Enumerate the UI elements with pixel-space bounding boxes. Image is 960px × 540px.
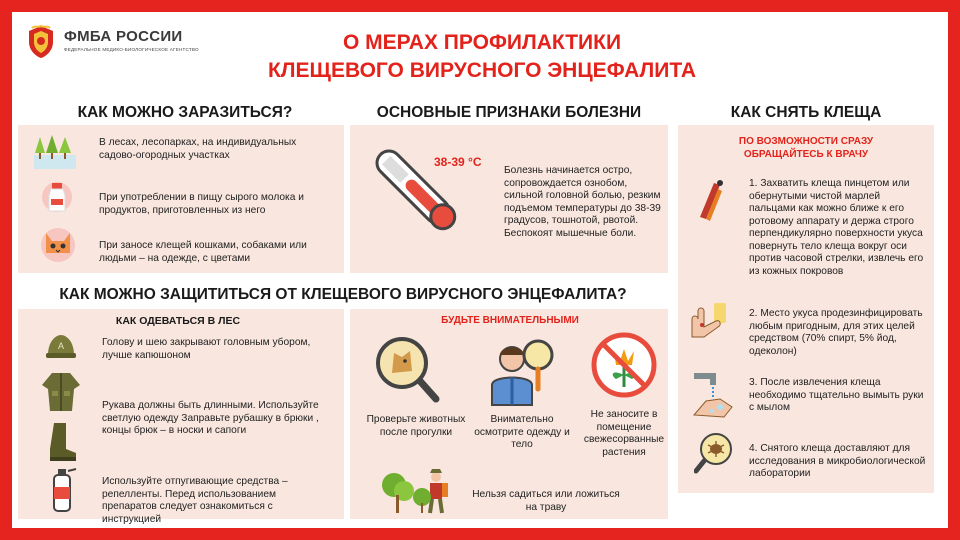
- forest-icon: [34, 133, 76, 169]
- remove-step-4: 4. Снятого клеща доставляют для исследования в микробиологической лаборатории: [749, 443, 926, 479]
- page-title-line2: КЛЕЩЕВОГО ВИРУСНОГО ЭНЦЕФАЛИТА: [267, 59, 697, 82]
- attention-item-4: Нельзя садиться или ложиться на траву: [472, 489, 620, 513]
- tick-magnifier-icon: [694, 431, 734, 477]
- repellent-icon: [46, 467, 78, 513]
- thermometer-icon: [368, 137, 468, 247]
- tweezers-icon: [692, 177, 728, 221]
- logo-subtitle: ФЕДЕРАЛЬНОЕ МЕДИКО-БИОЛОГИЧЕСКОЕ АГЕНТСТВО: [64, 47, 199, 52]
- page-title-line1: О МЕРАХ ПРОФИЛАКТИКИ: [342, 31, 622, 54]
- temperature-label: 38-39 °C: [434, 155, 482, 169]
- handwash-icon: [690, 371, 736, 419]
- emblem-icon: [26, 24, 56, 60]
- cap-icon: [44, 331, 78, 361]
- poster: [12, 12, 948, 528]
- remove-panel: [678, 125, 934, 493]
- dress-panel: [18, 309, 344, 525]
- symptoms-panel: [350, 125, 668, 273]
- dress-item-4: Используйте отпугивающие средства – репелленты. Перед использованием препаратов следует ознакомиться с инструкцией: [102, 476, 288, 525]
- attention-item-3: Не заносите в помещение свежесорванные растения: [583, 409, 665, 458]
- infect-heading: КАК МОЖНО ЗАРАЗИТЬСЯ?: [77, 104, 293, 121]
- dress-item-2: Рукава должны быть длинными. Используйте светлую одежду Заправьте рубашку в брюки , концы брюк – в носки и сапоги: [102, 400, 319, 436]
- infect-panel: [18, 125, 344, 273]
- dog-magnifier-icon: [372, 333, 442, 405]
- attention-item-2: Внимательно осмотрите одежду и тело: [474, 414, 570, 450]
- svg-text:A: A: [57, 341, 65, 351]
- no-flowers-icon: [590, 331, 658, 399]
- remove-step-2: 2. Место укуса продезинфицировать любым пригодным, для этих целей средством (70% спирт, 5% йод, одеколон): [749, 308, 923, 357]
- attention-item-1: Проверьте животных после прогулки: [366, 414, 466, 438]
- protect-heading: КАК МОЖНО ЗАЩИТИТЬСЯ ОТ КЛЕЩЕВОГО ВИРУСНОГО ЭНЦЕФАЛИТА?: [59, 286, 627, 303]
- dress-heading: КАК ОДЕВАТЬСЯ В ЛЕС: [115, 315, 241, 327]
- symptoms-heading: ОСНОВНЫЕ ПРИЗНАКИ БОЛЕЗНИ: [376, 104, 642, 121]
- boot-icon: [46, 421, 78, 463]
- cat-icon: [38, 223, 78, 265]
- infect-item-1: В лесах, лесопарках, на индивидуальных садово-огородных участках: [99, 137, 297, 161]
- logo-title: ФМБА РОССИИ: [64, 28, 183, 45]
- attention-panel: [350, 309, 668, 519]
- remove-heading: КАК СНЯТЬ КЛЕЩА: [730, 104, 882, 121]
- attention-heading: БУДЬТЕ ВНИМАТЕЛЬНЫМИ: [441, 315, 579, 326]
- remove-step-1: 1. Захватить клеща пинцетом или обернутыми чистой марлей пальцами как можно ближе к его ротовому аппарату и держа строго перпендикулярно поверхности укуса повернуть тело клеща вокруг оси против часовой стрелки, извлечь его из кожных покровов: [749, 178, 924, 277]
- person-magnifier-icon: [484, 329, 560, 407]
- infect-item-2: При употреблении в пищу сырого молока и продуктов, приготовленных из него: [99, 192, 304, 216]
- disinfect-hand-icon: [688, 301, 734, 341]
- milk-icon: [42, 175, 72, 215]
- hiker-trees-icon: [380, 467, 452, 515]
- remove-step-3: 3. После извлечения клеща необходимо тщательно вымыть руки с мылом: [749, 377, 924, 413]
- dress-item-1: Голову и шею закрывают головным убором, лучше капюшоном: [102, 337, 311, 361]
- remove-subheading: ПО ВОЗМОЖНОСТИ СРАЗУ ОБРАЩАЙТЕСЬ К ВРАЧУ: [738, 136, 874, 160]
- jacket-icon: [40, 369, 82, 413]
- symptoms-text: Болезнь начинается остро, сопровождается ознобом, сильной головной болью, резким подъемом температуры до 38-39 градусов, тошнотой, рвотой. Беспокоят мышечные боли.: [504, 165, 661, 239]
- infect-item-3: При заносе клещей кошками, собаками или людьми – на одежде, с цветами: [99, 240, 307, 264]
